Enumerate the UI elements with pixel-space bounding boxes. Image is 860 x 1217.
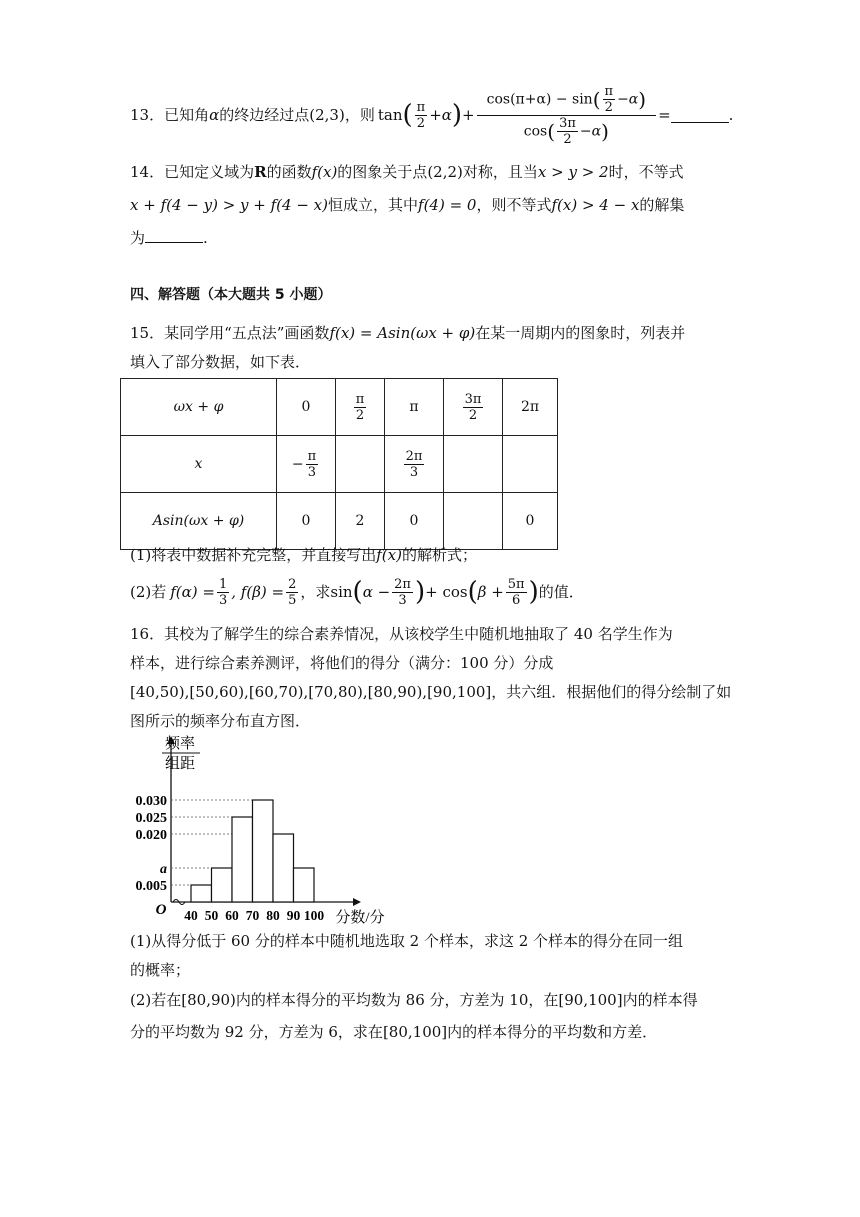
q15-sub2: (2)若 f(α) = $\frac{1}{3}$ , f(β) = $\frac{2}{5}$ ，求 sin ( α − $\frac{2\pi}{3}$ ) + cos ( β + $\frac{5\pi}{6}$ ) 的值． (130, 576, 584, 608)
q14-line-1: 14．已知定义域为R的函数f(x)的图象关于点(2,2)对称，且当x > y > 2时，不等式 (130, 163, 684, 181)
x-axis-arrow (353, 898, 361, 906)
x-tick-label: 80 (266, 908, 280, 923)
histogram-bar (232, 817, 253, 902)
origin-label: O (155, 902, 167, 918)
y-tick-label: 0.025 (135, 811, 167, 826)
table-row: x − $\frac{\pi}{3}$ $\frac{2\pi}{3}$ (121, 436, 558, 493)
q16-line-1: 16．其校为了解学生的综合素养情况，从该校学生中随机地抽取了 40 名学生作为 (130, 625, 673, 643)
histogram-bar (212, 868, 233, 902)
q16-sub2-a: (2)若在[80,90)内的样本得分的平均数为 86 分，方差为 10，在[90,100]内的样本得 (130, 991, 698, 1009)
q16-line-2: 样本，进行综合素养测评，将他们的得分（满分：100 分）分成 (130, 654, 554, 672)
pi-over-2: $\frac{\pi}{2}$ (416, 99, 426, 131)
x-tick-label: 60 (225, 908, 239, 923)
q13-big-fraction: cos(π+α) − sin( $\frac{\pi}{2}$ −α) cos( $\frac{3\pi}{2}$ −α) (477, 84, 656, 147)
frequency-histogram (128, 734, 388, 924)
y-tick-label: a (160, 862, 167, 877)
y-tick-label: 0.030 (135, 794, 167, 809)
histogram-bar (273, 834, 294, 902)
x-tick-label: 40 (184, 908, 198, 923)
y-label-top: 频率 (164, 736, 196, 752)
q16-sub1-a: (1)从得分低于 60 分的样本中随机地选取 2 个样本，求这 2 个样本的得分在同一组 (130, 932, 684, 950)
q14-line-2: x + f(4 − y) > y + f(4 − x)恒成立，其中f(4) = 0，则不等式f(x) > 4 − x的解集 (130, 196, 685, 214)
y-label-bottom: 组距 (164, 756, 196, 772)
table-row: ωx + φ 0 $\frac{\pi}{2}$ π $\frac{3\pi}{2}$ 2π (121, 379, 558, 436)
answer-blank (145, 228, 203, 243)
x-tick-label: 70 (245, 908, 260, 923)
table-row: Asin(ωx + φ) 0 2 0 0 (121, 493, 558, 550)
q16-sub1-b: 的概率； (130, 961, 191, 979)
answer-blank (671, 108, 729, 123)
section-heading: 四、解答题（本大题共 5 小题） (130, 287, 332, 303)
q16-line-3: [40,50),[50,60),[60,70),[70,80),[80,90),[90,100]，共六组．根据他们的得分绘制了如 (130, 683, 732, 701)
x-tick-label: 50 (204, 908, 219, 923)
x-tick-label: 90 (286, 908, 301, 923)
q15-sub1: (1)将表中数据补充完整，并直接写出f(x)的解析式； (130, 546, 477, 564)
x-axis-label: 分数/分 (335, 910, 385, 924)
q16-sub2-b: 分的平均数为 92 分，方差为 6，求在[80,100]内的样本得分的平均数和方差． (130, 1023, 658, 1041)
q16-line-4: 图所示的频率分布直方图． (130, 712, 311, 730)
y-tick-label: 0.005 (135, 879, 167, 894)
histogram-bar (253, 800, 274, 902)
histogram-bar (191, 885, 212, 902)
q15-line-1: 15．某同学用“五点法”画函数f(x) = Asin(ωx + φ)在某一周期内的图象时，列表并 (130, 324, 686, 342)
q13-line: 13． 已知角 α 的终边经过点 (2,3) ，则 tan ( $\frac{\pi}{2}$ +α ) + cos(π+α) − sin( $\frac{\pi}{2}$ −α) cos( $\frac{3\pi}{2}$ −α) = . (130, 83, 734, 147)
q13-number: 13． (130, 106, 165, 124)
q14-line-3: 为 . (130, 229, 208, 247)
q15-line-2: 填入了部分数据，如下表． (130, 353, 311, 371)
histogram-bar (294, 868, 315, 902)
five-point-table (120, 378, 558, 550)
y-tick-label: 0.020 (135, 828, 167, 843)
x-tick-label: 100 (303, 908, 325, 923)
